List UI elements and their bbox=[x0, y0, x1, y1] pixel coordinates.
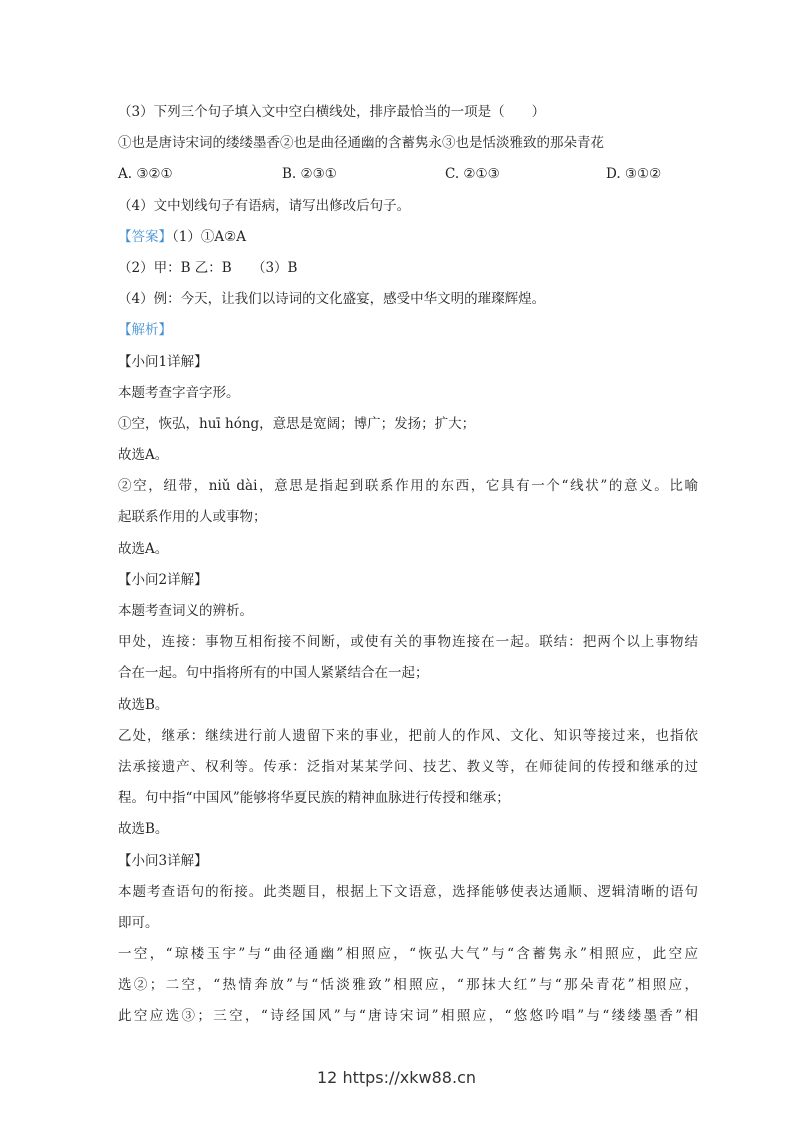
question-3-sentences: ①也是唐诗宋词的缕缕墨香②也是曲径通幽的含蓄隽永③也是恬淡雅致的那朵青花 bbox=[118, 135, 604, 152]
analysis-body bbox=[118, 347, 698, 1033]
page-footer: 12 https://xkw88.cn bbox=[317, 1068, 476, 1087]
analysis-line: 故选A。 bbox=[118, 447, 169, 464]
analysis-line: 合在一起。句中指将所有的中国人紧紧结合在一起； bbox=[118, 665, 429, 682]
analysis-line: 法承接遗产、权利等。传承：泛指对某某学问、技艺、教义等，在师徒间的传授和继承的过 bbox=[118, 758, 698, 775]
options-row bbox=[118, 159, 698, 190]
analysis-line: 【小问3详解】 bbox=[118, 852, 208, 869]
question-3: （3）下列三个句子填入文中空白横线处，排序最恰当的一项是（ ） bbox=[118, 104, 546, 120]
answer-2: （2）甲：B 乙：B （3）B bbox=[118, 259, 298, 276]
analysis-line: 甲处，连接：事物互相衔接不间断，或使有关的事物连接在一起。联结：把两个以上事物结 bbox=[118, 634, 698, 651]
answer-label: 【答案】 bbox=[118, 228, 172, 245]
option-b: B. ②③① bbox=[282, 166, 337, 183]
analysis-line: 本题考查语句的衔接。此类题目，根据上下文语意，选择能够使表达通顺、逻辑清晰的语句 bbox=[118, 883, 698, 900]
analysis-line: 此空应选③；三空，“诗经国风”与“唐诗宋词”相照应，“悠悠吟唱”与“缕缕墨香”相 bbox=[118, 1008, 698, 1025]
analysis-line: 本题考查字音字形。 bbox=[118, 384, 240, 401]
answer-1: （1）①A②A bbox=[172, 228, 246, 245]
option-c: C. ②①③ bbox=[445, 166, 500, 183]
answer-4: （4）例：今天，让我们以诗词的文化盛宴，感受中华文明的璀璨辉煌。 bbox=[118, 291, 546, 308]
analysis-line: 【小问1详解】 bbox=[118, 353, 208, 370]
question-4: （4）文中划线句子有语病，请写出修改后句子。 bbox=[118, 197, 411, 214]
option-d: D. ③①② bbox=[606, 166, 662, 183]
analysis-line: 即可。 bbox=[118, 914, 159, 931]
option-a: A. ③②① bbox=[118, 166, 173, 183]
analysis-line: 起联系作用的人或事物； bbox=[118, 509, 267, 526]
analysis-line: 故选B。 bbox=[118, 821, 169, 838]
analysis-line: 一空，“琼楼玉宇”与“曲径通幽”相照应，“恢弘大气”与“含蓄隽永”相照应，此空应 bbox=[118, 946, 698, 963]
answer-line bbox=[118, 222, 698, 253]
analysis-label: 【解析】 bbox=[118, 322, 172, 339]
analysis-line: 程。句中指“中国风”能够将华夏民族的精神血脉进行传授和继承； bbox=[118, 790, 510, 807]
document-body bbox=[118, 97, 698, 1033]
analysis-line: 本题考查词义的辨析。 bbox=[118, 603, 253, 619]
analysis-line: 选②；二空，“热情奔放”与“恬淡雅致”相照应，“那抹大红”与“那朵青花”相照应， bbox=[118, 977, 698, 994]
analysis-line: ①空，恢弘，huī hóng，意思是宽阔；博广；发扬；扩大； bbox=[118, 415, 476, 432]
analysis-line: 故选B。 bbox=[118, 696, 169, 713]
analysis-line: 故选A。 bbox=[118, 540, 169, 557]
analysis-line: 乙处，继承：继续进行前人遗留下来的事业，把前人的作风、文化、知识等接过来，也指依 bbox=[118, 727, 698, 744]
analysis-line: 【小问2详解】 bbox=[118, 571, 208, 588]
analysis-line: ②空，纽带，niǔ dài，意思是指起到联系作用的东西，它具有一个“线状”的意义。比喻 bbox=[118, 478, 698, 495]
